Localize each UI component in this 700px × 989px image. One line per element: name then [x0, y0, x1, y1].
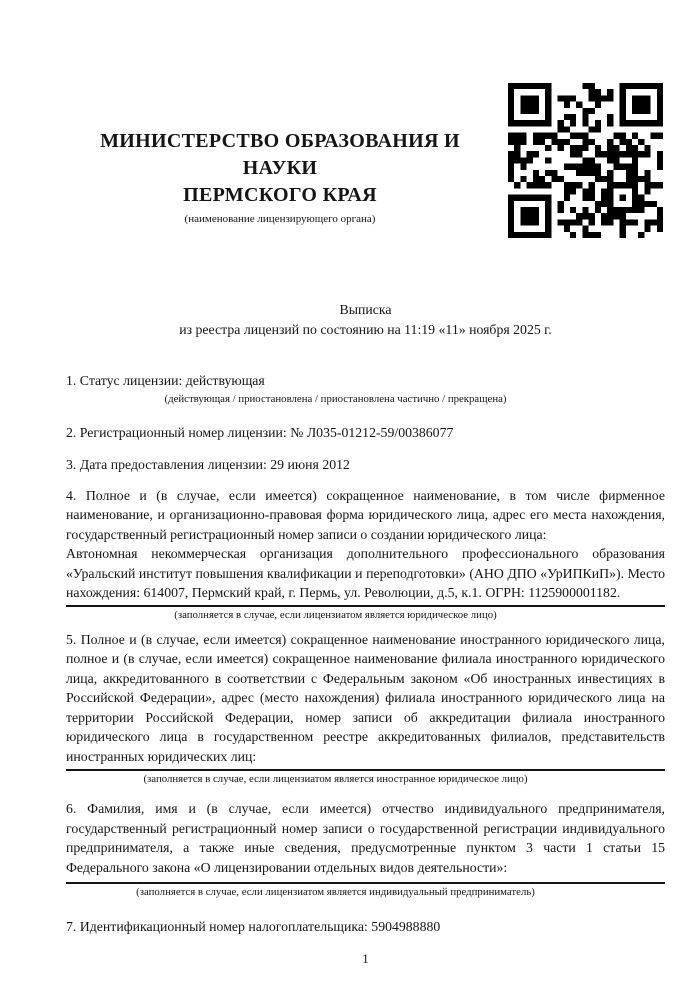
item-4-caption: (заполняется в случае, если лицензиатом является юридическое лицо): [174, 608, 497, 621]
item-1-license-status: [66, 371, 665, 406]
item-4-answer: Автономная некоммерческая организация дополнительного профессионального образования «Уральский институт повышения квалификации и переподготовки» (АНО ДПО «УрИПКиП»). Место нахождения: 614007, Пермский край, г. Пермь, ул. Революции, д.5, к.1. ОГРН: 1125900001182.: [66, 546, 665, 600]
licensing-authority-name-line2: ПЕРМСКОГО КРАЯ: [183, 184, 377, 206]
item-6-caption: (заполняется в случае, если лицензиатом является индивидуальный предприниматель): [136, 886, 535, 898]
item-4-fill-in-line: [66, 605, 665, 607]
document-header: [66, 0, 665, 238]
item-4-legal-entity: [66, 486, 665, 622]
item-1-caption: (действующая / приостановлена / приостановлена частично / прекращена): [164, 392, 507, 405]
page-number: 1: [362, 950, 369, 966]
licensing-authority-caption: (наименование лицензирующего органа): [184, 213, 376, 225]
item-2-text: 2. Регистрационный номер лицензии: № Л035-01212-59/00386077: [66, 424, 454, 440]
item-5-caption: (заполняется в случае, если лицензиатом является иностранное юридическое лицо): [143, 773, 528, 785]
licensing-authority-block: [66, 128, 494, 226]
document-title: [66, 300, 665, 339]
item-5-question: 5. Полное и (в случае, если имеется) сокращенное наименование иностранного юридического лица, полное и (в случае, если имеется) сокращенное наименование филиала иностранного юридического лица, аккредитованного в соответствии с Федеральным законом «Об иностранных инвестициях в Российской Федерации», адрес (место нахождения) филиала иностранного юридического лица на территории Российской Федерации, номер записи об аккредитации филиала иностранного юридического лица в государственном реестре аккредитованных филиалов, представительств иностранных юридических лиц:: [66, 631, 665, 764]
item-5-foreign-entity: [66, 630, 665, 787]
item-3-text: 3. Дата предоставления лицензии: 29 июня 2012: [66, 457, 350, 472]
item-7-text: 7. Идентификационный номер налогоплательщика: 5904988880: [66, 919, 441, 934]
document-title-line2: из реестра лицензий по состоянию на 11:19 «11» ноября 2025 г.: [179, 321, 552, 337]
item-3-license-date: [66, 455, 665, 475]
item-2-registration-number: [66, 423, 665, 443]
licensing-authority-name-line1: МИНИСТЕРСТВО ОБРАЗОВАНИЯ И НАУКИ: [100, 130, 460, 179]
item-6-individual-entrepreneur: [66, 799, 665, 899]
qr-code-icon: [508, 83, 663, 238]
document-title-line1: Выписка: [339, 302, 392, 317]
item-6-fill-in-line: [66, 882, 665, 884]
item-5-fill-in-line: [66, 769, 665, 771]
item-7-taxpayer-number: [66, 917, 665, 937]
item-6-question: 6. Фамилия, имя и (в случае, если имеется) отчество индивидуального предпринимателя, государственный регистрационный номер записи о государственной регистрации индивидуального предпринимателя, а также иные сведения, предусмотренные пунктом 3 части 1 статьи 15 Федерального закона «О лицензировании отдельных видов деятельности»:: [66, 801, 665, 875]
item-1-text: 1. Статус лицензии: действующая: [66, 373, 265, 388]
item-4-question: 4. Полное и (в случае, если имеется) сокращенное наименование, в том числе фирменное наименование, и организационно-правовая форма юридического лица, адрес его места нахождения, государственный регистрационный номер записи о создании юридического лица:: [66, 487, 665, 542]
